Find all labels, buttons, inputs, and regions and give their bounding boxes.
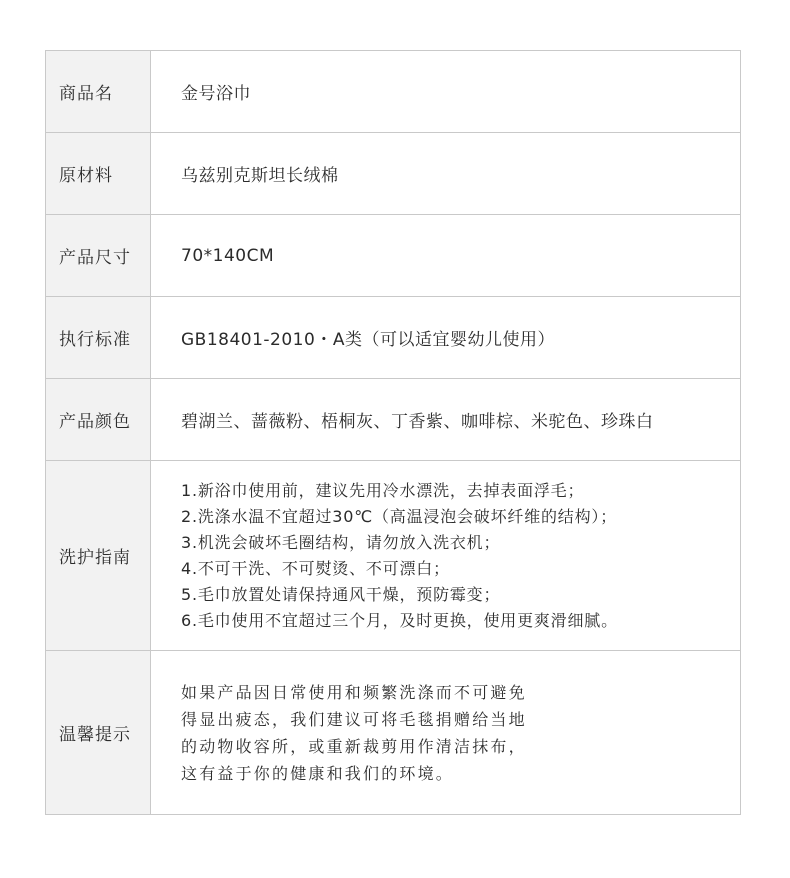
care-guide-line: 5.毛巾放置处请保持通风干燥，预防霉变； bbox=[181, 584, 501, 604]
spec-value: 70*140CM bbox=[151, 215, 741, 297]
spec-label: 商品名 bbox=[46, 51, 151, 133]
spec-row-colors bbox=[46, 379, 741, 461]
spec-label: 产品颜色 bbox=[46, 379, 151, 461]
spec-row-product-name bbox=[46, 51, 741, 133]
spec-row-material bbox=[46, 133, 741, 215]
spec-label: 原材料 bbox=[46, 133, 151, 215]
spec-value: 碧湖兰、蔷薇粉、梧桐灰、丁香紫、咖啡棕、米驼色、珍珠白 bbox=[151, 379, 741, 461]
spec-label: 洗护指南 bbox=[46, 461, 151, 651]
spec-row-tips bbox=[46, 651, 741, 815]
tips-line: 如果产品因日常使用和频繁洗涤而不可避免 bbox=[181, 682, 527, 702]
spec-row-size bbox=[46, 215, 741, 297]
spec-label: 产品尺寸 bbox=[46, 215, 151, 297]
tips-line: 得显出疲态，我们建议可将毛毯捐赠给当地 bbox=[181, 709, 527, 729]
spec-row-standard bbox=[46, 297, 741, 379]
spec-row-care-guide bbox=[46, 461, 741, 651]
care-guide-line: 1.新浴巾使用前，建议先用冷水漂洗，去掉表面浮毛； bbox=[181, 480, 585, 500]
spec-value: GB18401-2010・A类（可以适宜婴幼儿使用） bbox=[151, 297, 741, 379]
product-spec-table bbox=[45, 50, 741, 815]
spec-label: 执行标准 bbox=[46, 297, 151, 379]
tips-text bbox=[151, 651, 741, 815]
care-guide-line: 3.机洗会破坏毛圈结构，请勿放入洗衣机； bbox=[181, 532, 501, 552]
care-guide-line: 6.毛巾使用不宜超过三个月，及时更换，使用更爽滑细腻。 bbox=[181, 610, 618, 630]
care-guide-line: 4.不可干洗、不可熨烫、不可漂白； bbox=[181, 558, 450, 578]
spec-value: 乌兹别克斯坦长绒棉 bbox=[151, 133, 741, 215]
care-guide-text bbox=[151, 461, 741, 651]
tips-line: 的动物收容所，或重新裁剪用作清洁抹布， bbox=[181, 736, 527, 756]
spec-label: 温馨提示 bbox=[46, 651, 151, 815]
spec-value: 金号浴巾 bbox=[151, 51, 741, 133]
tips-line: 这有益于你的健康和我们的环境。 bbox=[181, 763, 455, 783]
care-guide-line: 2.洗涤水温不宜超过30℃（高温浸泡会破坏纤维的结构）； bbox=[181, 506, 617, 526]
